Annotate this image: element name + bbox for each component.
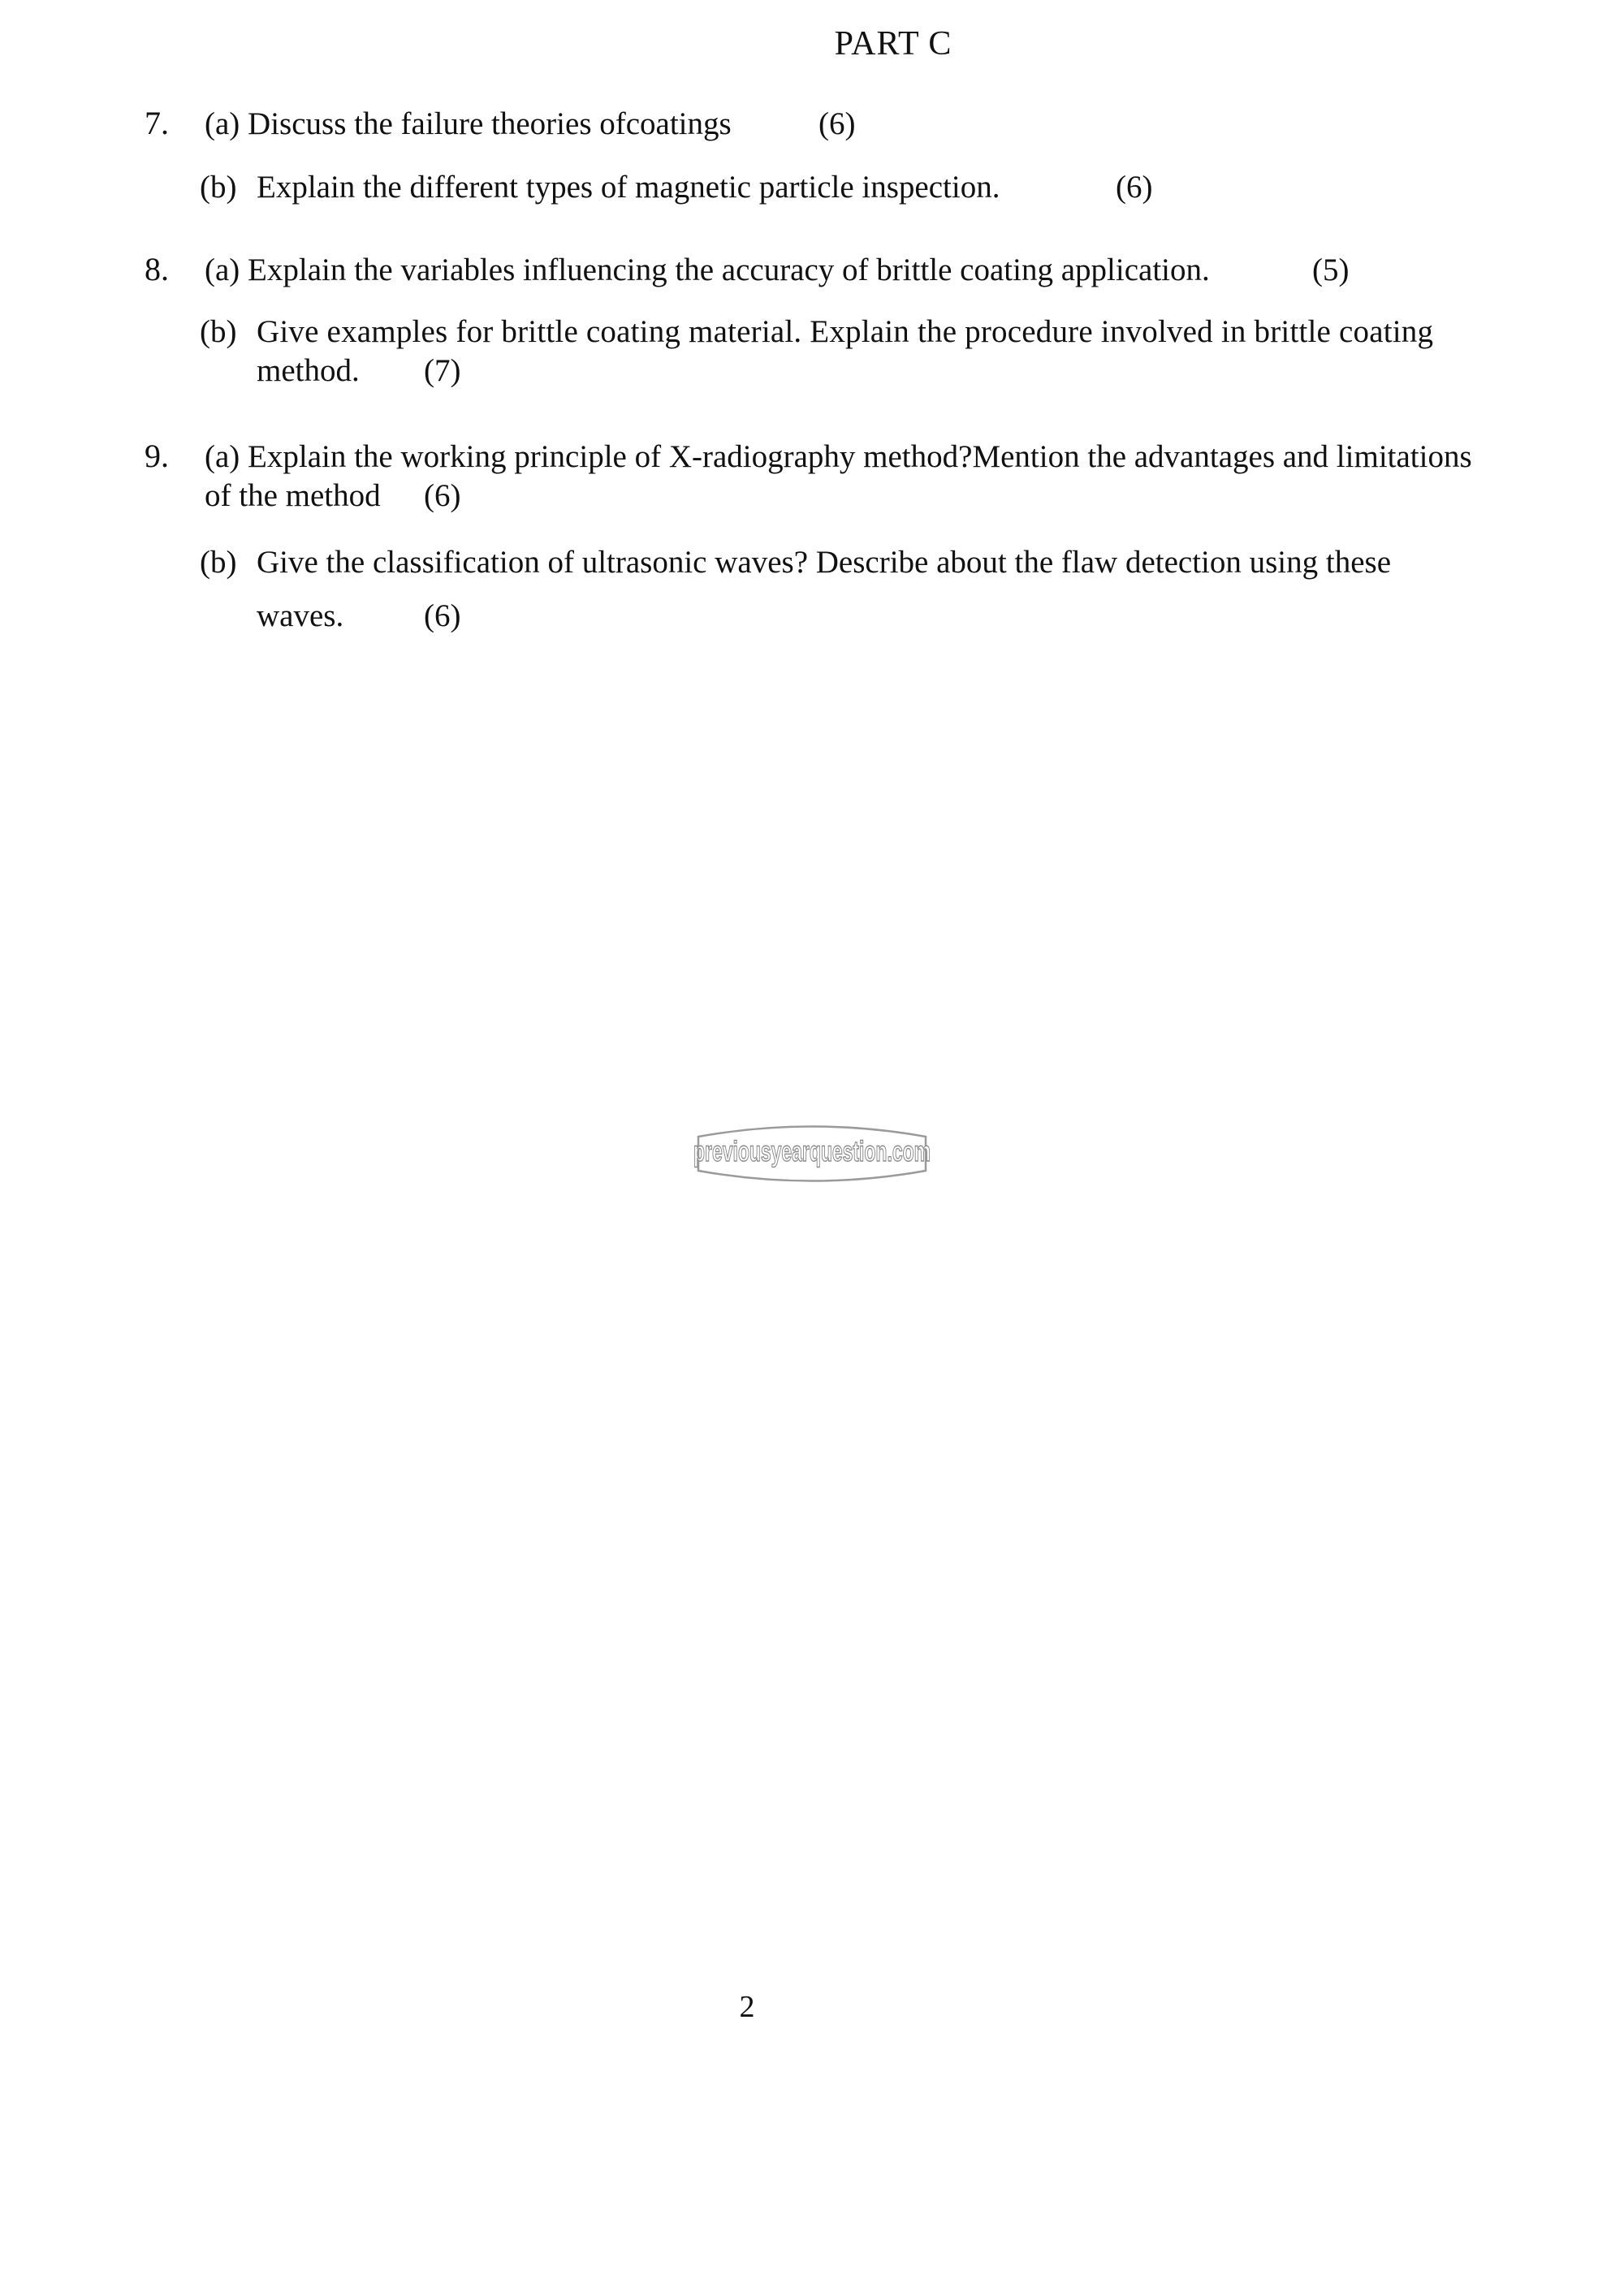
question-9a-line2: of the method <box>205 478 381 513</box>
question-8b-line1: Give examples for brittle coating material. Explain the procedure involved in brittle coating <box>257 314 1434 349</box>
question-8a-marks: (5) <box>1312 252 1350 287</box>
question-9b-label: (b) <box>200 545 237 580</box>
question-7b-text: Explain the different types of magnetic particle inspection. <box>257 170 1000 205</box>
question-9a-marks: (6) <box>424 478 461 513</box>
watermark-logo <box>690 1112 934 1193</box>
question-9a-line1: (a) Explain the working principle of X-radiography method?Mention the advantages and limitations <box>205 439 1472 474</box>
part-title: PART C <box>834 25 952 63</box>
question-9b-line2: waves. <box>257 598 344 633</box>
question-7b-marks: (6) <box>1116 170 1153 205</box>
watermark-text: previousyearquestion.com <box>693 1136 931 1168</box>
question-8b-marks: (7) <box>424 353 461 388</box>
question-8b-line2: method. <box>257 353 360 388</box>
question-8b-label: (b) <box>200 314 237 349</box>
question-9b-line1: Give the classification of ultrasonic waves? Describe about the flaw detection using these <box>257 545 1392 580</box>
question-7b-label: (b) <box>200 170 237 205</box>
question-number-7: 7. <box>145 105 169 141</box>
question-number-9: 9. <box>145 438 169 474</box>
question-7a-marks: (6) <box>818 106 856 141</box>
page-number: 2 <box>739 1990 755 2024</box>
question-8a-text: (a) Explain the variables influencing the accuracy of brittle coating application. <box>205 252 1210 287</box>
question-9b-marks: (6) <box>424 598 461 633</box>
question-number-8: 8. <box>145 251 169 287</box>
question-7a-text: (a) Discuss the failure theories ofcoatings <box>205 106 732 141</box>
